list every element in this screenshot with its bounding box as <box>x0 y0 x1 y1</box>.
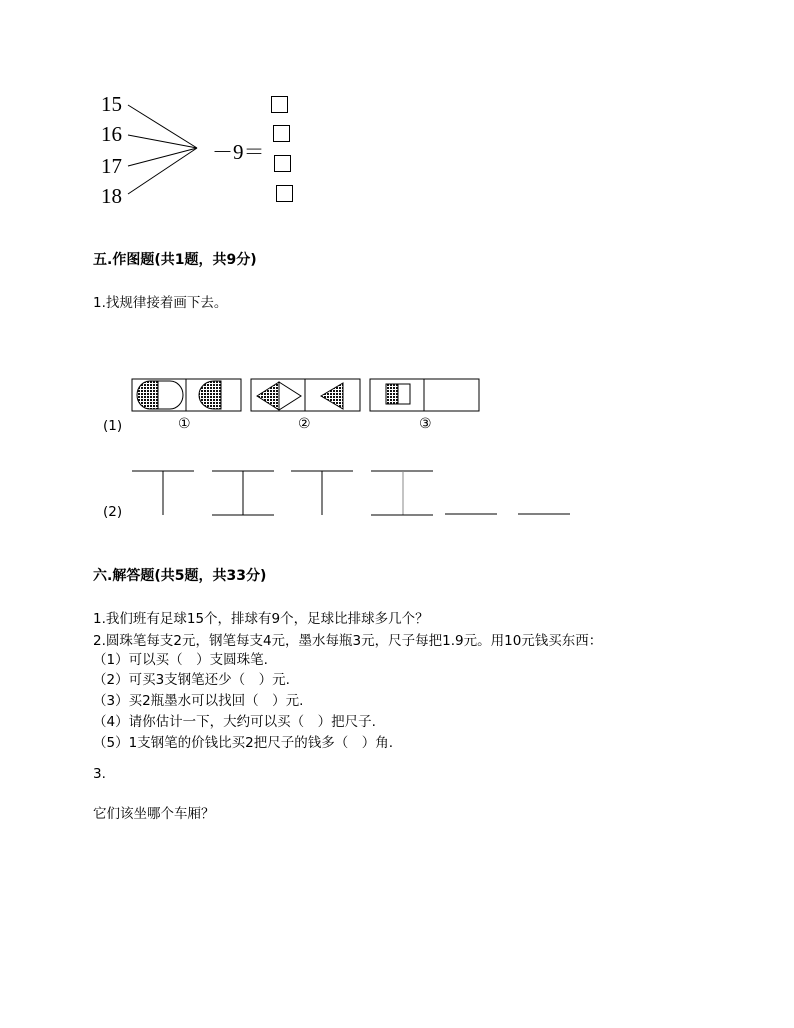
question-6-1: 1.我们班有足球15个，排球有9个，足球比排球多几个？ <box>93 611 429 627</box>
circled-3: ③ <box>419 416 432 432</box>
number-16: 16 <box>101 122 122 146</box>
section-5-title: 五.作图题(共1题，共9分) <box>93 252 257 268</box>
pattern-box-3 <box>370 379 479 411</box>
question-6-2-part-1: （1）可以买（ ）支圆珠笔. <box>93 652 268 668</box>
i-shape-1 <box>212 471 274 515</box>
circled-2: ② <box>298 416 311 432</box>
question-6-2: 2.圆珠笔每支2元，钢笔每支4元，墨水每瓶3元，尺子每把1.9元。用10元钱买东西： <box>93 633 603 649</box>
question-5-1: 1.找规律接着画下去。 <box>93 295 228 311</box>
row-label-1: (1) <box>103 418 123 434</box>
question-6-2-part-3: （3）买2瓶墨水可以找回（ ）元. <box>93 693 304 709</box>
section-6-title: 六.解答题(共5题，共33分) <box>93 568 267 584</box>
number-17: 17 <box>101 154 122 178</box>
number-15: 15 <box>101 92 122 116</box>
pattern-box-2 <box>251 379 360 411</box>
question-6-2-part-4: （4）请你估计一下，大约可以买（ ）把尺子. <box>93 714 376 730</box>
question-6-2-part-2: （2）可买3支钢笔还少（ ）元. <box>93 672 290 688</box>
t-shape-2 <box>291 471 353 515</box>
pattern-box-1 <box>132 379 241 411</box>
circled-1: ① <box>178 416 191 432</box>
t-shape-1 <box>132 471 194 515</box>
question-6-2-part-5: （5）1支钢笔的价钱比买2把尺子的钱多（ ）角. <box>93 735 394 751</box>
row-label-2: (2) <box>103 504 123 520</box>
question-6-3-text: 它们该坐哪个车厢？ <box>93 806 215 822</box>
question-6-3: 3. <box>93 766 106 782</box>
minus-nine-equals: －9＝ <box>212 140 265 164</box>
i-shape-2 <box>371 471 433 515</box>
number-18: 18 <box>101 184 122 208</box>
